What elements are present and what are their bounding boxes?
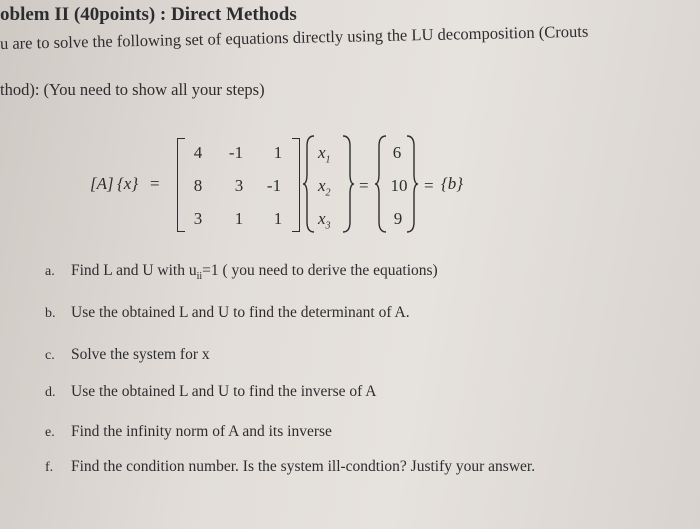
- equals-sign-2: =: [359, 176, 369, 195]
- x-vector-entry: $x_1$: [318, 143, 331, 166]
- x-vector-right-brace: [340, 134, 356, 234]
- matrix-left-bracket: [177, 138, 185, 232]
- problem-title: oblem II (40points) : Direct Methods: [0, 4, 297, 25]
- equals-sign-3: =: [424, 176, 434, 195]
- question-label: b.: [45, 306, 56, 321]
- question-e: e. Find the infinity norm of A and its inverse: [45, 423, 332, 440]
- equation-block: [0, 0, 700, 250]
- b-vector-entry: 6: [392, 143, 402, 162]
- question-label: e.: [45, 425, 55, 440]
- question-d: d. Use the obtained L and U to find the inverse of A: [45, 383, 377, 400]
- x-vector-entry: $x_3$: [318, 209, 331, 232]
- question-f: f. Find the condition number. Is the system ill-condtion? Justify your answer.: [45, 458, 536, 475]
- matrix-cell: 1: [273, 209, 283, 228]
- matrix-cell: 1: [273, 143, 283, 162]
- matrix-cell: 8: [193, 176, 203, 195]
- x-vector-entry: $x_2$: [318, 176, 331, 199]
- b-vector-entry: 9: [393, 209, 403, 228]
- question-label: d.: [45, 385, 56, 400]
- question-label: c.: [45, 348, 55, 363]
- intro-line-2: thod): (You need to show all your steps): [0, 80, 265, 99]
- question-b: b. Use the obtained L and U to find the determinant of A.: [45, 304, 410, 321]
- matrix-cell: 1: [234, 209, 244, 228]
- matrix-cell: 3: [193, 209, 203, 228]
- question-c: c. Solve the system for x: [45, 346, 210, 363]
- lhs-matrix-symbol: [A]: [90, 174, 114, 193]
- question-a: a. Find L and U with $u_{ii}=1$ ( you need to derive the equations): [45, 262, 438, 283]
- rhs-vector-symbol: {b}: [441, 174, 464, 193]
- b-vector-entry: 10: [390, 176, 408, 195]
- equals-sign-1: =: [150, 174, 160, 193]
- lhs-vector-symbol: {x}: [117, 174, 139, 193]
- matrix-cell: -1: [228, 143, 244, 162]
- b-vector-right-brace: [404, 134, 420, 234]
- matrix-right-bracket: [292, 138, 300, 232]
- matrix-cell: 4: [193, 143, 203, 162]
- question-label: f.: [45, 460, 54, 475]
- matrix-cell: 3: [234, 176, 244, 195]
- intro-line-1: u are to solve the following set of equations directly using the LU decomposition (Crouts: [0, 21, 589, 53]
- matrix-cell: -1: [266, 176, 282, 195]
- question-label: a.: [45, 264, 55, 279]
- x-vector-left-brace: [302, 134, 318, 234]
